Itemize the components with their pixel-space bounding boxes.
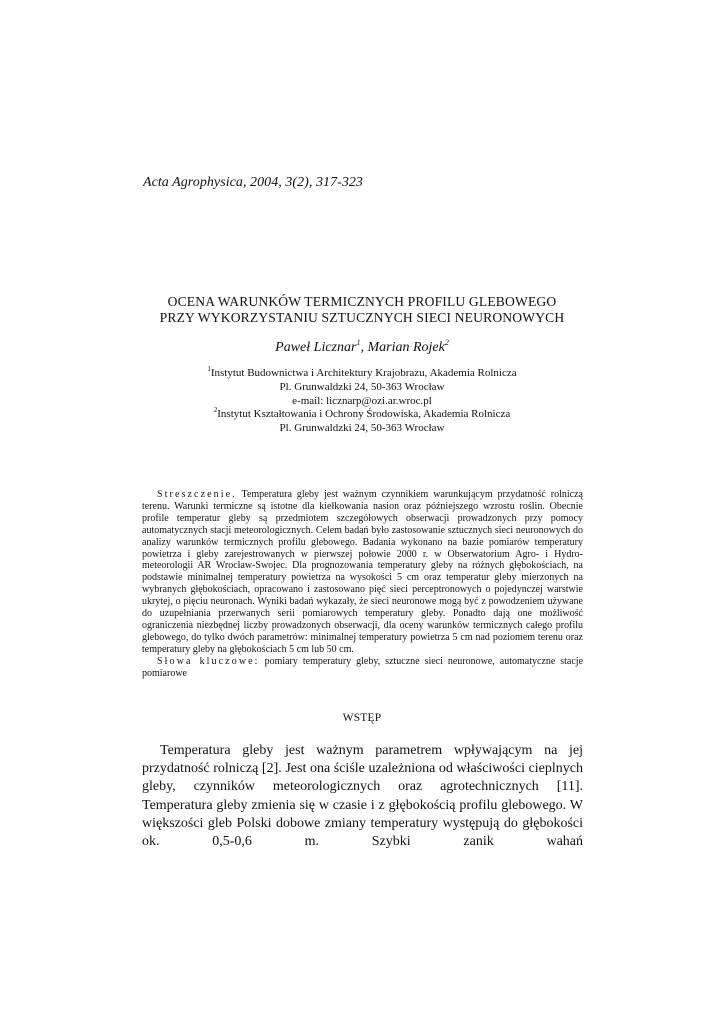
affiliation-institute-text: Instytut Kształtowania i Ochrony Środowiska, Akademia Rolnicza [217,408,511,420]
author-affiliation-mark: 2 [444,338,449,347]
author-list [0,340,724,356]
author-affiliation-mark: 1 [356,338,361,347]
keywords-label: Słowa kluczowe: [157,655,260,667]
article-title-line-1: OCENA WARUNKÓW TERMICZNYCH PROFILU GLEBOWEGO [167,294,557,309]
affiliation-institute-text: Instytut Budownictwa i Architektury Krajobrazu, Akademia Rolnicza [210,367,517,379]
section-heading: WSTĘP [342,712,382,724]
author-separator: , [360,340,368,355]
article-title-line-2: PRZY WYKORZYSTANIU SZTUCZNYCH SIECI NEURONOWYCH [159,310,565,325]
journal-citation: Acta Agrophysica, 2004, 3(2), 317-323 [143,175,363,190]
author-name: Marian Rojek [367,340,445,355]
body-text [142,742,583,851]
keywords-paragraph [142,656,583,680]
abstract-text: Temperatura gleby jest ważnym czynnikiem warunkującym przydatność rolniczą terenu. Warunki termiczne są istotne dla kiełkowania nasion oraz późniejszego wzrostu roślin. Obecnie profile temperatur gleby są przedmiotem szczegółowych obserwacji prowadzonych przy pomocy automatycznych stacji meteorologicznych. Celem badań było zastosowanie sztucznych sieci neuronowych do analizy warunków termicznych profilu glebowego. Badania wykonano na bazie pomiarów temperatury powietrza i gleby zarejestrowanych w pierwszej połowie 2000 r. w Obserwatorium Agro- i Hydro-meteorologii AR Wrocław-Swojec. Dla prognozowania temperatury gleby na różnych głębokościach, na podstawie minimalnej temperatury powietrza na wysokości 5 cm oraz temperatur gleby mierzonych na wybranych głębokościach, opracowano i zastosowano pięć sieci perceptronowych o pojedynczej warstwie ukrytej, o pięciu neuronach. Wyniki badań wykazały, że sieci neuronowe mogą być z powodzeniem używane do uzupełniania przerwanych serii pomiarowych temperatury gleby. Ponadto dają one możliwość ograniczenia niezbędnej liczby prowadzonych obserwacji, dla oceny warunków termicznych całego profilu glebowego, do tylko dwóch parametrów: minimalnej temperatury powietrza 5 cm nad poziomem terenu oraz temperatury gleby na głębokościach 5 cm lub 50 cm. [142,489,583,655]
affiliation-1-institute [0,367,724,380]
affiliation-mark: 2 [213,406,218,414]
affiliation-2-institute [0,408,724,421]
affiliation-2-address: Pl. Grunwaldzki 24, 50-363 Wrocław [279,422,445,434]
body-paragraph: Temperatura gleby jest ważnym parametrem wpływającym na jej przydatność rolniczą [2]. Jest ona ściśle uzależniona od właściwości cieplnych gleby, czynników meteorologicznych oraz agrotechnicznych [11]. Temperatura gleby zmienia się w czasie i z głębokością profilu glebowego. W większości gleb Polski dobowe zmiany temperatury występują do głębokości ok. 0,5-0,6 m. Szybki zanik wahań [142,743,583,850]
author-name: Paweł Licznar [275,340,357,355]
affiliation-1-email: e-mail: licznarp@ozi.ar.wroc.pl [292,395,432,407]
abstract-label: Streszczenie. [157,489,237,500]
abstract-block [142,489,583,680]
keywords-text: pomiary temperatury gleby, sztuczne sieci neuronowe, automatyczne stacje pomiarowe [142,655,584,679]
abstract-paragraph [142,489,583,656]
affiliation-mark: 1 [207,365,211,373]
affiliation-1-address: Pl. Grunwaldzki 24, 50-363 Wrocław [279,381,445,393]
